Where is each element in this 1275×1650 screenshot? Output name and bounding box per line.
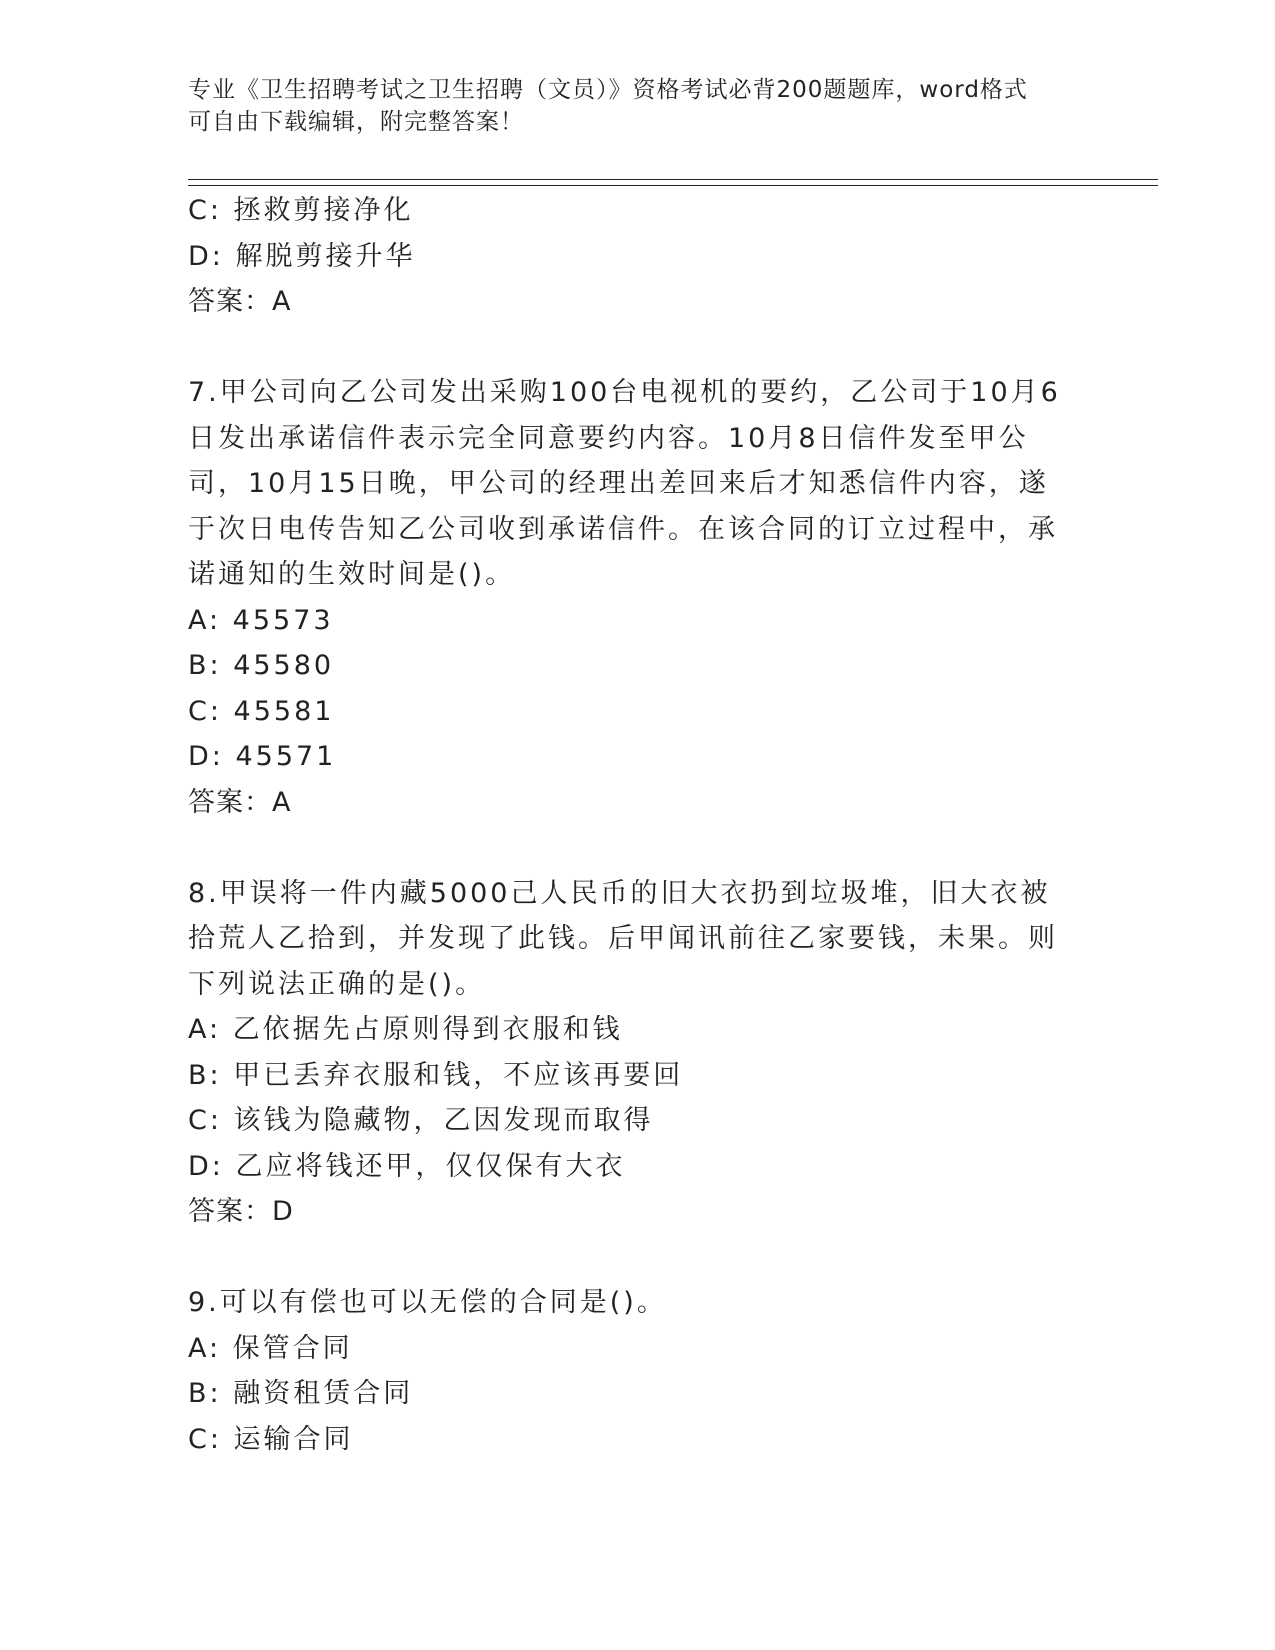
spacer bbox=[188, 825, 1088, 871]
header-title-line-1: 专业《卫生招聘考试之卫生招聘（文员）》资格考试必背200题题库，word格式 bbox=[188, 77, 1028, 103]
q8-option-c: C: 该钱为隐藏物，乙因发现而取得 bbox=[188, 1105, 654, 1136]
q8-option-b: B: 甲已丢弃衣服和钱，不应该再要回 bbox=[188, 1059, 684, 1091]
question-list bbox=[188, 188, 1088, 1462]
header-double-rule bbox=[188, 179, 1158, 186]
q7-option-d: D: 45571 bbox=[188, 741, 337, 772]
q9-option-b: B: 融资租赁合同 bbox=[188, 1378, 414, 1409]
q8-stem: 8.甲误将一件内藏5000己人民币的旧大衣扔到垃圾堆，旧大衣被拾荒人乙拾到，并发现了此钱。后甲闻讯前往乙家要钱，未果。则下列说法正确的是()。 bbox=[188, 877, 1058, 1000]
q8-option-a: A: 乙依据先占原则得到衣服和钱 bbox=[188, 1014, 623, 1045]
q7-option-c: C: 45581 bbox=[188, 695, 335, 727]
q8-option-d: D: 乙应将钱还甲，仅仅保有大衣 bbox=[188, 1150, 626, 1182]
q7-stem: 7.甲公司向乙公司发出采购100台电视机的要约，乙公司于10月6日发出承诺信件表示完全同意要约内容。10月8日信件发至甲公司，10月15日晚，甲公司的经理出差回来后才知悉信件内容，遂于次日电传告知乙公司收到承诺信件。在该合同的订立过程中，承诺通知的生效时间是()。 bbox=[188, 377, 1061, 590]
q6-answer: 答案：A bbox=[188, 286, 292, 317]
q7-option-b: B: 45580 bbox=[188, 650, 335, 681]
q7-option-a: A: 45573 bbox=[188, 604, 334, 636]
header-title-line-2: 可自由下载编辑，附完整答案！ bbox=[188, 109, 524, 135]
question-9 bbox=[188, 1280, 1088, 1462]
spacer bbox=[188, 1235, 1088, 1281]
question-6-tail bbox=[188, 188, 1088, 325]
q9-stem: 9.可以有偿也可以无偿的合同是()。 bbox=[188, 1287, 667, 1318]
q6-option-c: C: 拯救剪接净化 bbox=[188, 195, 414, 226]
spacer bbox=[188, 325, 1088, 371]
q7-answer: 答案：A bbox=[188, 786, 292, 818]
page-header bbox=[188, 74, 1068, 138]
q9-option-a: A: 保管合同 bbox=[188, 1332, 353, 1364]
question-8 bbox=[188, 871, 1088, 1235]
question-7 bbox=[188, 370, 1088, 825]
q6-option-d: D: 解脱剪接升华 bbox=[188, 240, 416, 272]
q8-answer: 答案：D bbox=[188, 1196, 294, 1227]
q9-option-c: C: 运输合同 bbox=[188, 1423, 354, 1455]
